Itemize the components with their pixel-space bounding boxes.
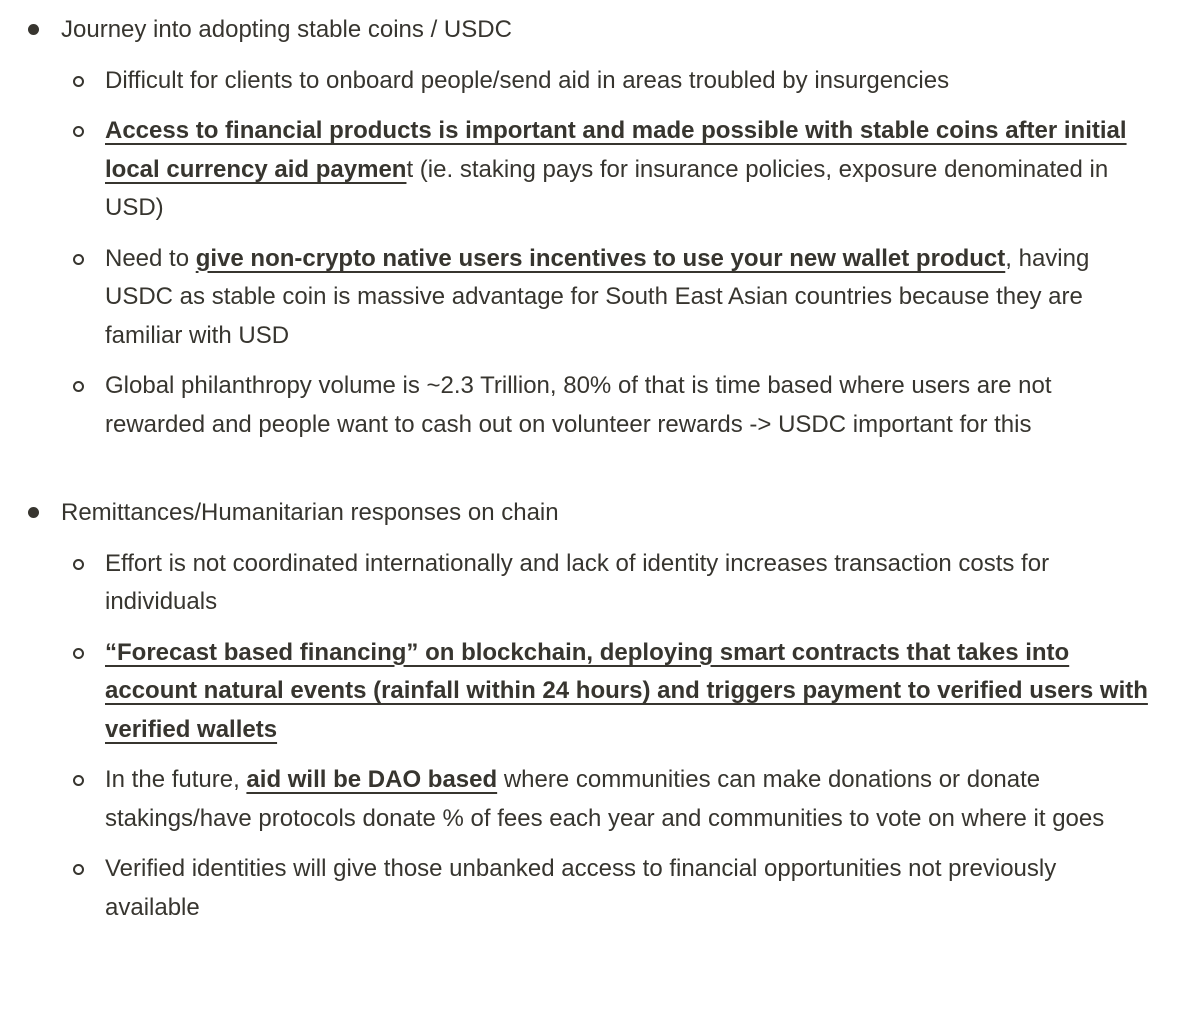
top-bullet-item [0, 11, 1200, 50]
bullet-icon [28, 507, 39, 518]
item-text: Effort is not coordinated internationally and lack of identity increases transaction costs for individuals [105, 549, 1050, 615]
item-emphasis: aid will be DAO based [246, 766, 498, 793]
item-emphasis: Access to financial products is important and made possible with stable coins after initial local currency aid paymen [105, 117, 1127, 183]
list-item [0, 240, 1200, 356]
item-emphasis: “Forecast based financing” on blockchain, deploying smart contracts that takes into account natural events (rainfall within 24 hours) and triggers payment to verified users with verified wallets [105, 638, 1148, 743]
hollow-bullet-icon [73, 76, 84, 87]
item-text-pre: In the future, [105, 766, 247, 793]
hollow-bullet-icon [73, 381, 84, 392]
hollow-bullet-icon [73, 126, 84, 137]
hollow-bullet-icon [73, 775, 84, 786]
item-text-post: where communities can make donations or donate stakings/have protocols donate % of fees each year and communities to vote on where it goes [105, 766, 1105, 832]
list-item [0, 634, 1200, 750]
bullet-icon [28, 24, 39, 35]
list-item [0, 850, 1200, 927]
section-heading: Journey into adopting stable coins / USDC [61, 16, 512, 43]
top-bullet-item [0, 494, 1200, 533]
sub-list [0, 62, 1200, 445]
item-emphasis: give non-crypto native users incentives to use your new wallet product [195, 244, 1006, 272]
item-text: Global philanthropy volume is ~2.3 Trillion, 80% of that is time based where users are not rewarded and people want to cash out on volunteer rewards -> USDC important for this [105, 372, 1052, 438]
hollow-bullet-icon [73, 254, 84, 265]
hollow-bullet-icon [73, 864, 84, 875]
hollow-bullet-icon [73, 559, 84, 570]
list-item [0, 62, 1200, 101]
list-item [0, 367, 1200, 444]
item-text-post: , having USDC as stable coin is massive advantage for South East Asian countries because they are familiar with USD [105, 244, 1090, 349]
section-remittances [0, 494, 1200, 927]
list-item [0, 761, 1200, 838]
list-item [0, 112, 1200, 228]
list-item [0, 545, 1200, 622]
sub-list [0, 545, 1200, 928]
item-text: Verified identities will give those unbanked access to financial opportunities not previously available [105, 855, 1057, 921]
section-heading: Remittances/Humanitarian responses on chain [61, 499, 559, 526]
item-text-pre: Need to [105, 244, 196, 272]
item-text-post: t (ie. staking pays for insurance policies, exposure denominated in USD) [105, 155, 1109, 221]
section-stable-coins [0, 11, 1200, 444]
item-text: Difficult for clients to onboard people/send aid in areas troubled by insurgencies [105, 66, 950, 94]
hollow-bullet-icon [73, 648, 84, 659]
